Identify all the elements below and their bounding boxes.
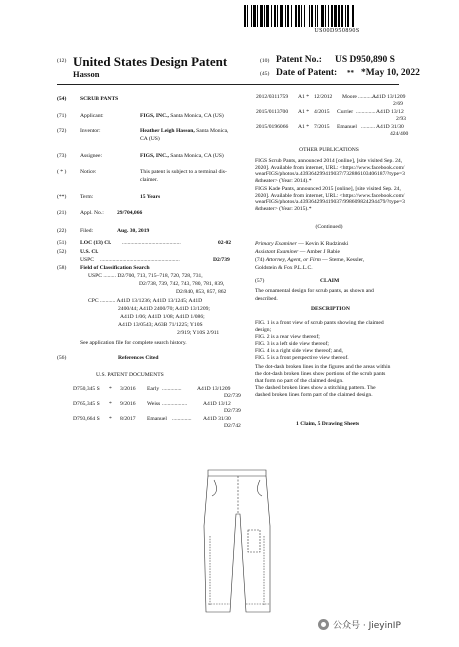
assignee-value: FIGS, INC., Santa Monica, CA (US) (140, 153, 224, 159)
field-71-number: (71) (57, 113, 67, 119)
field-22-number: (22) (57, 228, 67, 234)
reference-kind: A1 * (298, 109, 310, 115)
date-label: Date of Patent: (276, 68, 338, 78)
field-10-number: (10) (260, 58, 270, 64)
reference-class-2: D2/739 (224, 408, 241, 414)
appl-no-label: Appl. No.: (80, 210, 104, 216)
wechat-logo-icon (318, 619, 329, 630)
reference-number: 2012/0311759 (256, 94, 289, 100)
reference-number: D793,664 S (73, 416, 100, 422)
reference-name: Moore (342, 94, 357, 100)
notice-value-line2: claimer. (140, 177, 158, 183)
description-line: FIG. 5 is a front perspective view thereof. (255, 355, 349, 361)
loc-label: LOC (13) Cl. (80, 240, 112, 246)
reference-date: 9/2016 (120, 401, 136, 407)
publication-line: wearFIGS/photos/a.439364299419037/732886103406187/?type=3 (255, 171, 405, 177)
search-history-note: See application file for complete search history. (80, 340, 187, 346)
applicant-label: Applicant: (80, 113, 104, 119)
reference-date: 3/2016 (120, 386, 136, 392)
continued-note: (Continued) (315, 224, 343, 230)
term-value: 15 Years (140, 194, 161, 200)
inventor-value: Heather Leigh Hasson, Santa Monica, (140, 128, 229, 134)
reference-dots: .................. (162, 401, 188, 407)
reference-dots: .............. (172, 416, 192, 422)
patent-no-label: Patent No.: (276, 55, 322, 65)
description-line: FIG. 4 is a right side view thereof; and, (255, 348, 343, 354)
uspc-value: D2/739 (213, 257, 230, 263)
reference-dots: .............. (356, 109, 376, 115)
primary-examiner: Primary Examiner — Kevin K Rudzinski (255, 241, 349, 247)
description-line: that form no part of the claimed design. (255, 378, 344, 384)
reference-class-2: 2/93 (396, 116, 406, 122)
scrub-pants-drawing (200, 466, 274, 616)
description-line: FIG. 3 is a left side view thereof; (255, 341, 329, 347)
loc-value: 02-02 (218, 240, 232, 246)
reference-name: Weiss (147, 401, 161, 407)
field-21-number: (21) (57, 210, 67, 216)
search-cpc-line3: A41D 1/06; A41D 1/08; A41D 1/086; (120, 314, 205, 320)
watermark-text: 公众号 · JieyinIP (333, 621, 401, 631)
search-uspc-line1: USPC ......... D2/700, 713, 715–718, 720, 728, 731, (88, 273, 203, 279)
inventor-label: Inventor: (80, 128, 101, 134)
barcode (244, 5, 430, 27)
patent-number: US D950,890 S (335, 55, 395, 65)
description-line: FIG. 2 is a rear view thereof; (255, 334, 320, 340)
appl-no-value: 29/704,066 (117, 210, 143, 216)
reference-number: 2015/0113700 (256, 109, 289, 115)
references-cited-label: References Cited (118, 355, 159, 361)
reference-dots: .............. (358, 94, 378, 100)
attorney: (74) Attorney, Agent, or Firm — Sterne, Kessler, (255, 257, 365, 263)
reference-name: Emanuel (337, 124, 357, 130)
description-line: design; (255, 327, 272, 333)
assignee-label: Assignee: (80, 153, 103, 159)
description-line: the dot-dash broken lines show portions of the scrub pants (255, 371, 386, 377)
publication-line: wearFIGS/photos/a.439364299419037/998609824294479/?type=3 (255, 199, 405, 205)
publication-line: FIGS Kade Pants, announced 2015 [online], [site visited Sep. 24, (255, 186, 401, 192)
publication-line: &theater> (Year: 2014).* (255, 177, 312, 184)
patent-date: *May 10, 2022 (361, 68, 420, 78)
notice-number: ( * ) (57, 169, 67, 175)
field-51-number: (51) (57, 240, 67, 246)
us-patent-docs-label: U.S. PATENT DOCUMENTS (96, 372, 164, 378)
field-12-number: (12) (57, 58, 67, 64)
claim-text: The ornamental design for scrub pants, as shown and (255, 288, 374, 294)
reference-class-2: D2/742 (224, 423, 241, 429)
description-heading: DESCRIPTION (311, 306, 350, 312)
search-uspc-line3: D2/840, 853, 857, 862 (176, 289, 227, 295)
field-72-number: (72) (57, 128, 67, 134)
search-uspc-line2: D2/738, 739, 742, 743, 780, 781, 839, (139, 281, 225, 287)
other-publications-label: OTHER PUBLICATIONS (299, 147, 359, 153)
reference-name: Currier (337, 109, 354, 115)
reference-date: 4/2015 (314, 109, 330, 115)
description-line: The dot-dash broken lines in the figures and the areas within (255, 364, 391, 370)
watermark (318, 618, 401, 631)
search-cpc-line1: CPC ........... A41D 13/1236; A41D 13/1245; A41D (88, 298, 203, 304)
reference-star: * (109, 416, 112, 422)
reference-class: A41D 13/12 (376, 109, 404, 115)
term-number: (**) (57, 194, 67, 200)
reference-class: A41D 31/30 (376, 124, 404, 130)
field-56-number: (56) (57, 355, 67, 361)
reference-date: 7/2015 (314, 124, 330, 130)
search-cpc-line4: A41D 13/0543; A63B 71/1225; Y10S (118, 322, 203, 328)
uspc-dots: ......................................................... (100, 257, 180, 263)
notice-label: Notice: (80, 169, 97, 175)
reference-dots: .......... (361, 124, 375, 130)
search-cpc-line5: 2/919; Y10S 2/911 (177, 330, 220, 336)
patent-title: United States Design Patent (73, 54, 228, 69)
attorney-line2: Goldstein & Fox P.L.L.C. (255, 265, 313, 271)
reference-class: A41D 13/1209 (372, 94, 406, 100)
design-title: SCRUB PANTS (80, 96, 119, 102)
reference-class-2: 2/69 (393, 101, 403, 107)
publication-line: 2020]. Available from internet, URL: <https://www.facebook.com/ (255, 192, 405, 199)
reference-number: D750,345 S (73, 386, 100, 392)
filed-value: Aug. 30, 2019 (117, 228, 150, 234)
term-label: Term: (80, 194, 94, 200)
inventor-value-line2: CA (US) (140, 136, 160, 142)
notice-value-line1: This patent is subject to a terminal dis- (140, 169, 227, 175)
search-cpc-line2: 2400/44; A41D 2400/70; A41D 13/1209; (118, 306, 210, 312)
us-cl-label: U.S. Cl. (80, 249, 99, 255)
claims-summary: 1 Claim, 5 Drawing Sheets (296, 421, 360, 427)
reference-date: 8/2017 (120, 416, 136, 422)
inventor-name: Hasson (73, 69, 100, 79)
reference-dots: .............. (162, 386, 182, 392)
reference-star: * (109, 386, 112, 392)
reference-name: Early (147, 386, 160, 392)
reference-number: D765,345 S (73, 401, 100, 407)
claim-heading: CLAIM (320, 278, 340, 284)
field-57-number: (57) (255, 278, 265, 284)
publication-line: 2020]. Available from internet, URL: <https://www.facebook.com/ (255, 164, 405, 171)
reference-class: A41D 13/12 (203, 401, 231, 407)
reference-class-2: 424/400 (390, 131, 409, 137)
uspc-label: USPC (80, 257, 94, 263)
filed-label: Filed: (80, 228, 94, 234)
header-divider (57, 84, 399, 85)
description-line: FIG. 1 is a front view of scrub pants showing the claimed (255, 320, 384, 326)
reference-kind: A1 * (298, 94, 310, 100)
publication-line: &theater> (Year: 2015).* (255, 205, 312, 212)
barcode-bar (354, 5, 355, 27)
reference-class: A41D 13/1209 (197, 386, 231, 392)
loc-dots: .......................................... (122, 240, 181, 246)
description-line: dashed broken lines form part of the claimed design. (255, 392, 373, 398)
reference-name: Emanuel (147, 416, 167, 422)
field-54-number: (54) (57, 96, 67, 102)
barcode-number: US00D950890S (314, 28, 360, 34)
applicant-value: FIGS, INC., Santa Monica, CA (US) (140, 113, 224, 119)
publication-line: FIGS Scrub Pants, announced 2014 [online], [site visited Sep. 24, (255, 158, 403, 164)
field-58-number: (58) (57, 265, 67, 271)
reference-class: A41D 31/30 (203, 416, 231, 422)
field-45-number: (45) (260, 71, 270, 77)
date-stars: ** (347, 69, 354, 77)
reference-kind: A1 * (298, 124, 310, 130)
reference-class-2: D2/739 (224, 393, 241, 399)
field-52-number: (52) (57, 249, 67, 255)
assistant-examiner: Assistant Examiner — Amber J Rabie (255, 249, 340, 255)
reference-number: 2015/0196066 (256, 124, 289, 130)
description-line: The dashed broken lines show a stitching pattern. The (255, 385, 376, 391)
claim-text-line2: described. (255, 296, 278, 302)
reference-star: * (109, 401, 112, 407)
field-73-number: (73) (57, 153, 67, 159)
field-search-label: Field of Classification Search (80, 265, 150, 271)
reference-date: 12/2012 (314, 94, 333, 100)
